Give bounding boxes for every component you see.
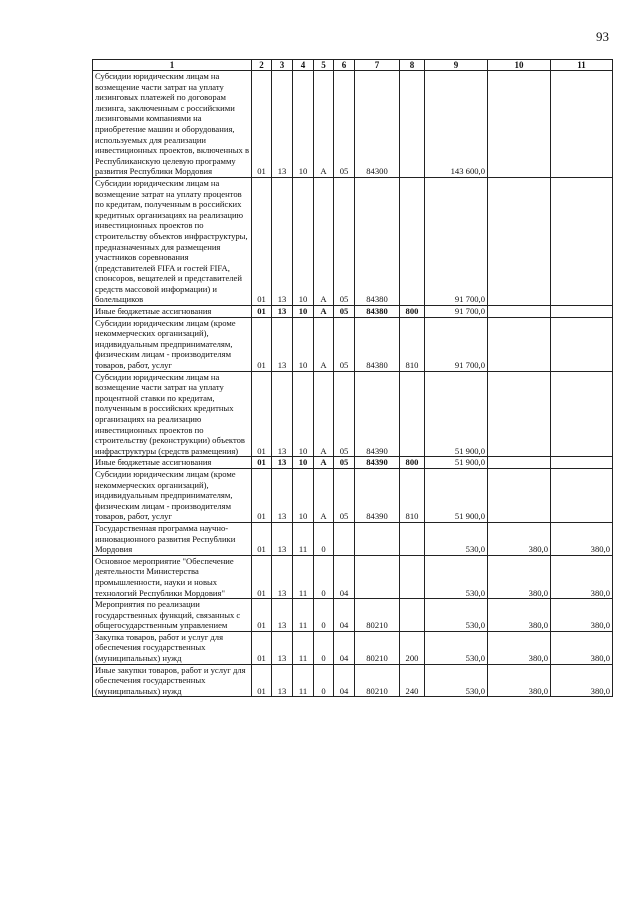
amount-cell-col9: 91 700,0 [425, 177, 488, 305]
column-header: 1 [93, 60, 252, 71]
program-code-cell: 11 [293, 631, 314, 664]
program-code-cell: 11 [293, 664, 314, 697]
direction-code-cell: 84380 [355, 177, 400, 305]
section-code-cell: 01 [252, 468, 272, 522]
program-code-cell: 11 [293, 555, 314, 598]
amount-cell-col10 [488, 71, 551, 178]
subsection-code-cell: 13 [272, 306, 293, 318]
subprogram-code-cell: А [314, 457, 334, 469]
expense-type-cell: 810 [400, 317, 425, 371]
activity-code-cell: 04 [334, 664, 355, 697]
section-code-cell: 01 [252, 664, 272, 697]
direction-code-cell: 84380 [355, 317, 400, 371]
program-code-cell: 11 [293, 599, 314, 632]
section-code-cell: 01 [252, 522, 272, 555]
page-number: 93 [596, 29, 609, 44]
program-code-cell: 10 [293, 71, 314, 178]
section-code-cell: 01 [252, 371, 272, 457]
column-header: 9 [425, 60, 488, 71]
subprogram-code-cell: 0 [314, 599, 334, 632]
amount-cell-col11: 380,0 [551, 555, 613, 598]
section-code-cell: 01 [252, 555, 272, 598]
activity-code-cell: 05 [334, 371, 355, 457]
amount-cell-col11 [551, 317, 613, 371]
column-header: 7 [355, 60, 400, 71]
column-header: 3 [272, 60, 293, 71]
expense-type-cell: 240 [400, 664, 425, 697]
column-header: 11 [551, 60, 613, 71]
table-row [93, 71, 613, 178]
amount-cell-col10: 380,0 [488, 555, 551, 598]
amount-cell-col9: 51 900,0 [425, 468, 488, 522]
amount-cell-col10: 380,0 [488, 631, 551, 664]
expense-type-cell [400, 71, 425, 178]
subprogram-code-cell: А [314, 71, 334, 178]
amount-cell-col10 [488, 317, 551, 371]
table-row [93, 599, 613, 632]
activity-code-cell: 05 [334, 468, 355, 522]
amount-cell-col10 [488, 457, 551, 469]
amount-cell-col10: 380,0 [488, 599, 551, 632]
direction-code-cell: 80210 [355, 664, 400, 697]
section-code-cell: 01 [252, 71, 272, 178]
direction-code-cell: 84390 [355, 371, 400, 457]
row-name-cell: Иные бюджетные ассигнования [93, 306, 252, 318]
subsection-code-cell: 13 [272, 457, 293, 469]
direction-code-cell: 80210 [355, 599, 400, 632]
direction-code-cell: 84390 [355, 457, 400, 469]
subsection-code-cell: 13 [272, 522, 293, 555]
subsection-code-cell: 13 [272, 71, 293, 178]
table-row [93, 664, 613, 697]
activity-code-cell: 05 [334, 306, 355, 318]
amount-cell-col11 [551, 306, 613, 318]
table-row [93, 371, 613, 457]
program-code-cell: 10 [293, 306, 314, 318]
activity-code-cell: 05 [334, 457, 355, 469]
subsection-code-cell: 13 [272, 317, 293, 371]
expense-type-cell: 800 [400, 457, 425, 469]
table-row [93, 177, 613, 305]
expense-type-cell: 200 [400, 631, 425, 664]
row-name-cell: Закупка товаров, работ и услуг для обеспечения государственных (муниципальных) нужд [93, 631, 252, 664]
subprogram-code-cell: 0 [314, 664, 334, 697]
amount-cell-col9: 143 600,0 [425, 71, 488, 178]
direction-code-cell: 84390 [355, 468, 400, 522]
amount-cell-col10 [488, 468, 551, 522]
subsection-code-cell: 13 [272, 664, 293, 697]
activity-code-cell [334, 522, 355, 555]
column-header: 10 [488, 60, 551, 71]
subsection-code-cell: 13 [272, 468, 293, 522]
amount-cell-col11: 380,0 [551, 599, 613, 632]
column-header: 6 [334, 60, 355, 71]
amount-cell-col11: 380,0 [551, 664, 613, 697]
row-name-cell: Субсидии юридическим лицам на возмещение затрат на уплату процентов по кредитам, полученным в российских кредитных организациях на реализацию инвестиционных проектов по строительству объектов инфраструктуры, предназначенных для размещения участников соревнования (представителей FIFA и гостей FIFA, спонсоров, вещателей и представителей средств массовой информации) и болельщиков [93, 177, 252, 305]
table-row [93, 306, 613, 318]
amount-cell-col11 [551, 457, 613, 469]
subsection-code-cell: 13 [272, 631, 293, 664]
row-name-cell: Основное мероприятие "Обеспечение деятельности Министерства промышленности, науки и новых технологий Республики Мордовия" [93, 555, 252, 598]
section-code-cell: 01 [252, 631, 272, 664]
direction-code-cell [355, 522, 400, 555]
row-name-cell: Субсидии юридическим лицам на возмещение части затрат на уплату лизинговых платежей по договорам лизинга, заключенным с российскими лизинговыми компаниями на приобретение машин и оборудования, используемых для реализации инвестиционных проектов, включенных в Республиканскую целевую программу развития Республики Мордовия [93, 71, 252, 178]
direction-code-cell: 80210 [355, 631, 400, 664]
direction-code-cell: 84300 [355, 71, 400, 178]
amount-cell-col10 [488, 177, 551, 305]
subprogram-code-cell: А [314, 177, 334, 305]
amount-cell-col9: 530,0 [425, 522, 488, 555]
expense-type-cell [400, 371, 425, 457]
subsection-code-cell: 13 [272, 371, 293, 457]
activity-code-cell: 05 [334, 317, 355, 371]
row-name-cell: Субсидии юридическим лицам (кроме некоммерческих организаций), индивидуальным предпринимателям, физическим лицам - производителям товаров, работ, услуг [93, 468, 252, 522]
subprogram-code-cell: А [314, 371, 334, 457]
amount-cell-col11: 380,0 [551, 631, 613, 664]
activity-code-cell: 04 [334, 599, 355, 632]
amount-cell-col11 [551, 468, 613, 522]
subsection-code-cell: 13 [272, 177, 293, 305]
program-code-cell: 10 [293, 371, 314, 457]
amount-cell-col9: 51 900,0 [425, 457, 488, 469]
table-row [93, 468, 613, 522]
amount-cell-col9: 530,0 [425, 631, 488, 664]
table-row [93, 522, 613, 555]
section-code-cell: 01 [252, 306, 272, 318]
amount-cell-col9: 530,0 [425, 555, 488, 598]
program-code-cell: 11 [293, 522, 314, 555]
row-name-cell: Субсидии юридическим лицам на возмещение части затрат на уплату процентной ставки по кредитам, полученным в российских кредитных организациях на реализацию инвестиционных проектов по строительству (реконструкции) объектов инфраструктуры (средств размещения) [93, 371, 252, 457]
column-header: 8 [400, 60, 425, 71]
subsection-code-cell: 13 [272, 599, 293, 632]
section-code-cell: 01 [252, 177, 272, 305]
expense-type-cell: 810 [400, 468, 425, 522]
direction-code-cell [355, 555, 400, 598]
row-name-cell: Государственная программа научно-инновационного развития Республики Мордовия [93, 522, 252, 555]
column-header: 2 [252, 60, 272, 71]
expense-type-cell [400, 599, 425, 632]
amount-cell-col10 [488, 371, 551, 457]
program-code-cell: 10 [293, 177, 314, 305]
row-name-cell: Иные закупки товаров, работ и услуг для обеспечения государственных (муниципальных) нужд [93, 664, 252, 697]
program-code-cell: 10 [293, 457, 314, 469]
row-name-cell: Иные бюджетные ассигнования [93, 457, 252, 469]
expense-type-cell [400, 555, 425, 598]
subprogram-code-cell: 0 [314, 522, 334, 555]
section-code-cell: 01 [252, 457, 272, 469]
column-header: 4 [293, 60, 314, 71]
activity-code-cell: 05 [334, 71, 355, 178]
amount-cell-col11: 380,0 [551, 522, 613, 555]
activity-code-cell: 05 [334, 177, 355, 305]
amount-cell-col11 [551, 71, 613, 178]
amount-cell-col9: 530,0 [425, 599, 488, 632]
amount-cell-col10 [488, 306, 551, 318]
budget-table [92, 59, 613, 697]
direction-code-cell: 84380 [355, 306, 400, 318]
subprogram-code-cell: 0 [314, 631, 334, 664]
amount-cell-col9: 51 900,0 [425, 371, 488, 457]
subprogram-code-cell: А [314, 306, 334, 318]
amount-cell-col9: 91 700,0 [425, 317, 488, 371]
activity-code-cell: 04 [334, 631, 355, 664]
row-name-cell: Субсидии юридическим лицам (кроме некоммерческих организаций), индивидуальным предпринимателям, физическим лицам - производителям товаров, работ, услуг [93, 317, 252, 371]
table-row [93, 317, 613, 371]
table-row [93, 631, 613, 664]
table-row [93, 457, 613, 469]
subprogram-code-cell: А [314, 317, 334, 371]
column-header: 5 [314, 60, 334, 71]
subprogram-code-cell: А [314, 468, 334, 522]
activity-code-cell: 04 [334, 555, 355, 598]
expense-type-cell [400, 522, 425, 555]
section-code-cell: 01 [252, 317, 272, 371]
subsection-code-cell: 13 [272, 555, 293, 598]
program-code-cell: 10 [293, 317, 314, 371]
amount-cell-col11 [551, 177, 613, 305]
expense-type-cell [400, 177, 425, 305]
table-header-row [93, 60, 613, 71]
amount-cell-col10: 380,0 [488, 522, 551, 555]
table-row [93, 555, 613, 598]
program-code-cell: 10 [293, 468, 314, 522]
expense-type-cell: 800 [400, 306, 425, 318]
amount-cell-col10: 380,0 [488, 664, 551, 697]
amount-cell-col9: 530,0 [425, 664, 488, 697]
section-code-cell: 01 [252, 599, 272, 632]
amount-cell-col9: 91 700,0 [425, 306, 488, 318]
row-name-cell: Мероприятия по реализации государственных функций, связанных с общегосударственным управлением [93, 599, 252, 632]
amount-cell-col11 [551, 371, 613, 457]
subprogram-code-cell: 0 [314, 555, 334, 598]
